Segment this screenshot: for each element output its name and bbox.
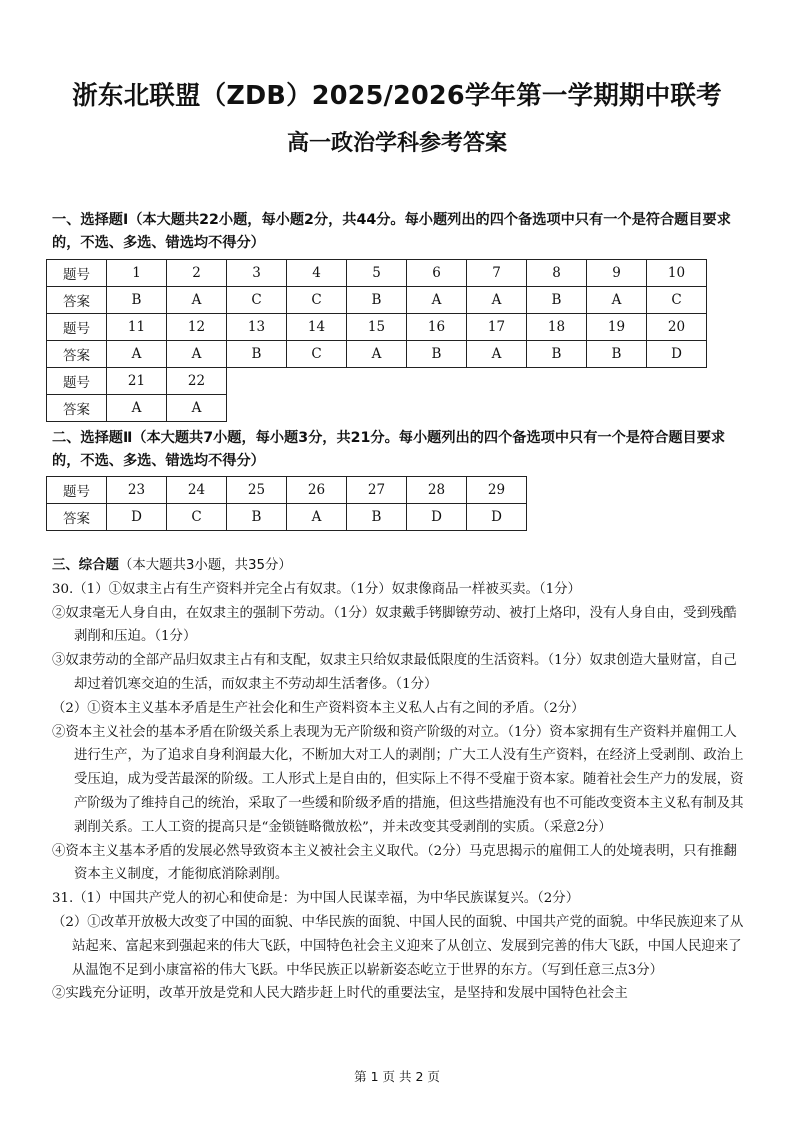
question-number-cell: 17	[467, 314, 527, 341]
answer-paragraph: ②资本主义社会的基本矛盾在阶级关系上表现为无产阶级和资产阶级的对立。（1分）资本家拥有生产资料并雇佣工人进行生产，为了追求自身利润最大化，不断加大对工人的剥削；广大工人没有生产资料，在经济上受剥削、政治上受压迫，成为受苦最深的阶级。工人形式上是自由的，但实际上不得不受雇于资本家。随着社会生产力的发展，资产阶级为了维持自己的统治，采取了一些缓和阶级矛盾的措施，但这些措施没有也不可能改变资本主义私有制及其剥削关系。工人工资的提高只是“金锁链略微放松”，并未改变其受剥削的实质。（采意2分）	[52, 724, 744, 835]
question-number-label: 题号	[47, 477, 107, 504]
answer-label: 答案	[47, 341, 107, 368]
question-number-cell: 1	[107, 260, 167, 287]
question-number-cell: 16	[407, 314, 467, 341]
section3-heading	[52, 554, 748, 578]
answer-paragraph: （2）①改革开放极大改变了中国的面貌、中华民族的面貌、中国人民的面貌、中国共产党的面貌。中华民族迎来了从站起来、富起来到强起来的伟大飞跃，中国特色社会主义迎来了从创立、发展到完善的伟大飞跃，中国人民迎来了从温饱不足到小康富裕的伟大飞跃。中华民族正以崭新姿态屹立于世界的东方。（写到任意三点3分）	[52, 914, 744, 978]
question-number-cell: 15	[347, 314, 407, 341]
answer-cell: A	[407, 287, 467, 314]
section3-note: （本大题共3小题，共35分）	[118, 558, 292, 573]
answer-cell: A	[167, 287, 227, 314]
answer-paragraph: ④资本主义基本矛盾的发展必然导致资本主义被社会主义取代。（2分）马克思揭示的雇佣工人的处境表明，只有推翻资本主义制度，才能彻底消除剥削。	[52, 843, 737, 883]
answer-label: 答案	[47, 287, 107, 314]
answer-paragraph: ③奴隶劳动的全部产品归奴隶主占有和支配，奴隶主只给奴隶最低限度的生活资料。（1分）奴隶创造大量财富，自己却过着饥寒交迫的生活，而奴隶主不劳动却生活奢侈。（1分）	[52, 653, 737, 692]
answer-cell: D	[647, 341, 707, 368]
question-number-cell: 14	[287, 314, 347, 341]
answer-cell: A	[467, 287, 527, 314]
question-number-cell: 7	[467, 260, 527, 287]
question-number-cell: 11	[107, 314, 167, 341]
question-number-row	[47, 260, 707, 287]
page-subtitle: 高一政治学科参考答案	[286, 131, 507, 156]
question-number-cell: 27	[347, 477, 407, 504]
answer-cell: A	[107, 395, 167, 422]
answer-cell: B	[347, 287, 407, 314]
section2-heading: 二、选择题Ⅱ（本大题共7小题，每小题3分，共21分。每小题列出的四个备选项中只有一个是符合题目要求的，不选、多选、错选均不得分）	[52, 430, 726, 469]
answer-cell: D	[467, 504, 527, 531]
question-number-label: 题号	[47, 260, 107, 287]
answer-cell: D	[407, 504, 467, 531]
question-number-label: 题号	[47, 368, 107, 395]
question-number-cell: 12	[167, 314, 227, 341]
answer-row	[47, 287, 707, 314]
question-number-cell: 25	[227, 477, 287, 504]
answer-paragraph: ②奴隶毫无人身自由，在奴隶主的强制下劳动。（1分）奴隶戴手铐脚镣劳动、被打上烙印，没有人身自由，受到残酷剥削和压迫。（1分）	[52, 605, 737, 645]
section2-answer-table	[46, 476, 527, 531]
section1-heading: 一、选择题Ⅰ（本大题共22小题，每小题2分，共44分。每小题列出的四个备选项中只有一个是符合题目要求的，不选、多选、错选均不得分）	[52, 212, 731, 251]
answer-row	[47, 504, 527, 531]
question-number-cell: 26	[287, 477, 347, 504]
question-number-cell: 5	[347, 260, 407, 287]
answer-cell: C	[287, 287, 347, 314]
question-number-row	[47, 368, 707, 395]
answer-cell: C	[647, 287, 707, 314]
answer-cell: D	[107, 504, 167, 531]
question-number-cell: 6	[407, 260, 467, 287]
answer-cell: C	[167, 504, 227, 531]
section3	[52, 554, 748, 1006]
question-number-label: 题号	[47, 314, 107, 341]
answer-cell: A	[587, 287, 647, 314]
question-number-cell: 23	[107, 477, 167, 504]
question-number-cell: 20	[647, 314, 707, 341]
answer-cell: A	[107, 341, 167, 368]
question-number-cell: 9	[587, 260, 647, 287]
answer-cell: B	[527, 287, 587, 314]
answer-cell: A	[167, 341, 227, 368]
answer-cell: B	[347, 504, 407, 531]
answer-cell: B	[227, 341, 287, 368]
answer-paragraph: （2）①资本主义基本矛盾是生产社会化和生产资料资本主义私人占有之间的矛盾。（2分）	[52, 700, 585, 716]
answer-cell: B	[227, 504, 287, 531]
answer-paragraph: ②实践充分证明，改革开放是党和人民大踏步赶上时代的重要法宝，是坚持和发展中国特色社会主	[52, 986, 628, 1002]
question-number-cell: 4	[287, 260, 347, 287]
answer-cell: B	[107, 287, 167, 314]
answer-cell: B	[527, 341, 587, 368]
question-number-cell: 28	[407, 477, 467, 504]
answer-cell: C	[287, 341, 347, 368]
question-number-cell: 10	[647, 260, 707, 287]
question-number-cell: 29	[467, 477, 527, 504]
question-number-cell: 24	[167, 477, 227, 504]
question-number-cell: 22	[167, 368, 227, 395]
question-number-row	[47, 477, 527, 504]
page-title: 浙东北联盟（ZDB）2025/2026学年第一学期期中联考	[72, 81, 722, 111]
question-number-cell: 2	[167, 260, 227, 287]
answer-paragraph: 30.（1）①奴隶主占有生产资料并完全占有奴隶。（1分）奴隶像商品一样被买卖。（1分）	[52, 581, 581, 597]
answer-cell: A	[467, 341, 527, 368]
question-number-cell: 13	[227, 314, 287, 341]
answer-row	[47, 395, 707, 422]
answer-label: 答案	[47, 504, 107, 531]
answer-cell: C	[227, 287, 287, 314]
question-number-cell: 3	[227, 260, 287, 287]
answer-cell: B	[587, 341, 647, 368]
question-number-cell: 21	[107, 368, 167, 395]
question-number-cell: 19	[587, 314, 647, 341]
section3-title: 三、综合题	[52, 558, 119, 573]
answer-cell: A	[347, 341, 407, 368]
question-number-row	[47, 314, 707, 341]
section1-answer-table	[46, 259, 707, 422]
answer-cell: A	[167, 395, 227, 422]
answer-row	[47, 341, 707, 368]
answer-label: 答案	[47, 395, 107, 422]
page-number: 第 1 页 共 2 页	[354, 1069, 440, 1084]
answer-cell: A	[287, 504, 347, 531]
question-number-cell: 8	[527, 260, 587, 287]
question-number-cell: 18	[527, 314, 587, 341]
answer-paragraph: 31.（1）中国共产党人的初心和使命是：为中国人民谋幸福，为中华民族谋复兴。（2分）	[52, 891, 580, 907]
answer-cell: B	[407, 341, 467, 368]
